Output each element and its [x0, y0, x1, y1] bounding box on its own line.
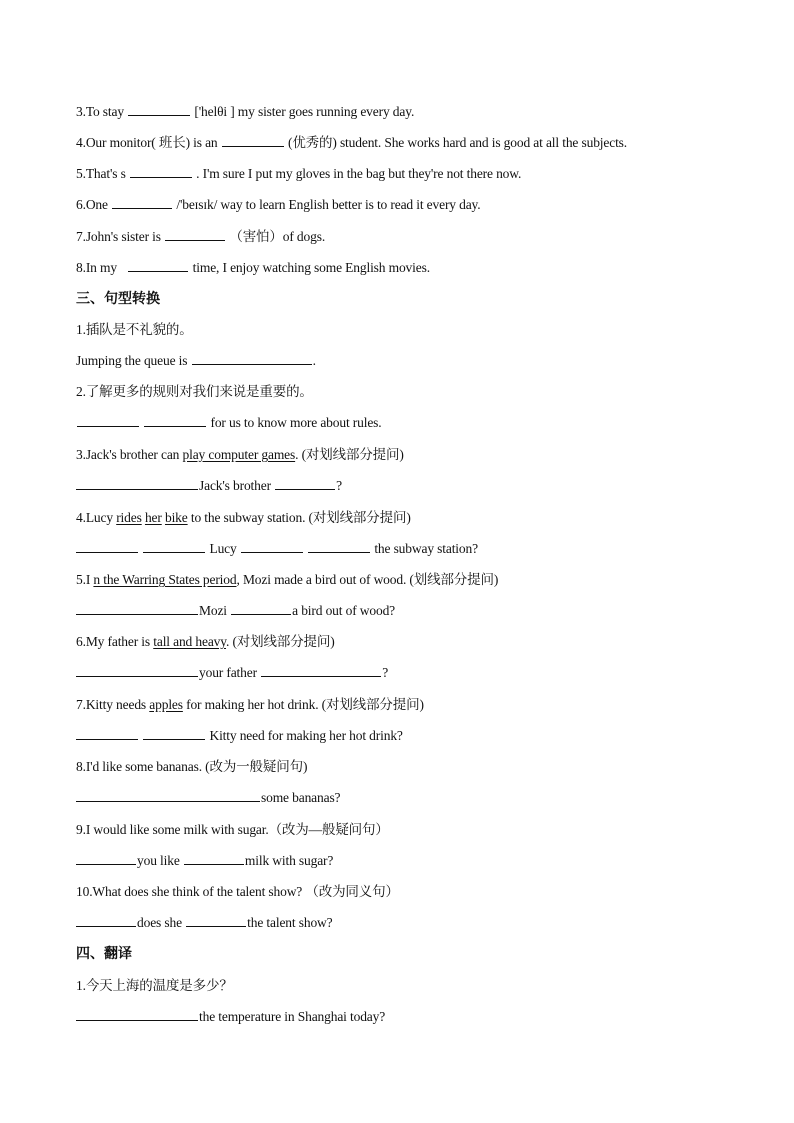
- answer-blank[interactable]: [143, 727, 205, 740]
- question-8-prompt: 8.I'd like some bananas. (改为一般疑问句): [76, 759, 308, 774]
- item-text: 7.Kitty needs: [76, 697, 147, 712]
- question-7-answer-line: [76, 727, 403, 745]
- item-text: time, I enjoy watching some English movies.: [192, 260, 430, 275]
- item-text: .: [312, 353, 316, 368]
- item-text: 7.John's sister is: [76, 229, 161, 244]
- translation-1-answer-line: [76, 1008, 385, 1026]
- answer-blank[interactable]: [308, 540, 370, 553]
- underlined-part: apples: [149, 697, 183, 712]
- item-text: your father: [199, 665, 257, 680]
- fill-in-item-8: [76, 259, 430, 277]
- question-5-prompt: [76, 571, 498, 589]
- question-1-prompt: 1.插队是不礼貌的。: [76, 322, 193, 337]
- underlined-part: her: [144, 510, 162, 525]
- answer-blank[interactable]: [76, 477, 198, 490]
- question-8-answer-line: [76, 789, 340, 807]
- answer-blank[interactable]: [76, 789, 260, 802]
- answer-blank[interactable]: [261, 664, 381, 677]
- answer-blank[interactable]: [130, 165, 192, 178]
- item-text: 3.To stay: [76, 104, 124, 119]
- item-text: 3.Jack's brother can: [76, 447, 180, 462]
- answer-blank[interactable]: [184, 852, 244, 865]
- answer-blank[interactable]: [186, 914, 246, 927]
- fill-in-item-5: [76, 165, 521, 183]
- item-text: 4.Our monitor( 班长) is an: [76, 135, 218, 150]
- question-5-answer-line: [76, 602, 395, 620]
- item-text: 6.One: [76, 197, 108, 212]
- question-1-answer-line: [76, 352, 316, 370]
- item-text: ['helθi ] my sister goes running every day.: [194, 104, 415, 119]
- item-text: Lucy: [209, 541, 237, 556]
- item-text: some bananas?: [261, 790, 341, 805]
- item-text: . I'm sure I put my gloves in the bag but they're not there now.: [196, 166, 522, 181]
- answer-blank[interactable]: [231, 602, 291, 615]
- item-text: the temperature in Shanghai today?: [199, 1009, 386, 1024]
- item-text: Jack's brother: [199, 478, 271, 493]
- underlined-part: rides: [116, 510, 142, 525]
- answer-blank[interactable]: [77, 414, 139, 427]
- answer-blank[interactable]: [192, 352, 312, 365]
- question-6-answer-line: [76, 664, 388, 682]
- item-text: for us to know more about rules.: [210, 415, 382, 430]
- section-heading-translation: 四、翻译: [76, 946, 132, 962]
- item-text: ?: [382, 665, 389, 680]
- answer-blank[interactable]: [128, 259, 188, 272]
- answer-blank[interactable]: [76, 602, 198, 615]
- underlined-part: tall and heavy: [153, 634, 226, 649]
- underlined-part: bike: [164, 510, 188, 525]
- item-text: to the subway station. (对划线部分提问): [190, 510, 411, 525]
- translation-1-prompt: 1.今天上海的温度是多少？: [76, 978, 233, 993]
- answer-blank[interactable]: [76, 1008, 198, 1021]
- answer-blank[interactable]: [76, 540, 138, 553]
- item-text: the subway station?: [374, 541, 478, 556]
- question-3-prompt: [76, 446, 404, 464]
- answer-blank[interactable]: [165, 228, 225, 241]
- question-2-answer-line: [76, 414, 382, 432]
- item-text: . (对划线部分提问): [295, 447, 404, 462]
- item-text: you like: [137, 853, 180, 868]
- item-text: ?: [336, 478, 343, 493]
- answer-blank[interactable]: [76, 664, 198, 677]
- answer-blank[interactable]: [275, 477, 335, 490]
- fill-in-item-4: [76, 134, 627, 152]
- question-9-prompt: 9.I would like some milk with sugar.（改为—般疑问句）: [76, 822, 389, 837]
- question-3-answer-line: [76, 477, 342, 495]
- answer-blank[interactable]: [143, 540, 205, 553]
- question-10-prompt: 10.What does she think of the talent show? （改为同义句）: [76, 884, 399, 899]
- item-text: 8.In my: [76, 260, 117, 275]
- question-4-prompt: [76, 509, 411, 527]
- underlined-part: play computer games: [182, 447, 296, 462]
- fill-in-item-6: [76, 196, 481, 214]
- item-text: . (对划线部分提问): [226, 634, 335, 649]
- question-2-prompt: 2.了解更多的规则对我们来说是重要的。: [76, 384, 313, 399]
- item-text: （害怕）of dogs.: [229, 229, 326, 244]
- answer-blank[interactable]: [76, 852, 136, 865]
- fill-in-item-3: [76, 103, 414, 121]
- item-text: milk with sugar?: [244, 853, 334, 868]
- answer-blank[interactable]: [128, 103, 190, 116]
- answer-blank[interactable]: [112, 196, 172, 209]
- answer-blank[interactable]: [76, 727, 138, 740]
- item-text: Kitty need for making her hot drink?: [209, 728, 403, 743]
- item-text: the talent show?: [247, 915, 333, 930]
- item-text: Jumping the queue is: [76, 353, 188, 368]
- question-7-prompt: [76, 696, 424, 714]
- item-text: , Mozi made a bird out of wood. (划线部分提问): [236, 572, 499, 587]
- underlined-part: n the Warring States period: [93, 572, 237, 587]
- item-text: 6.My father is: [76, 634, 151, 649]
- item-text: Mozi: [199, 603, 227, 618]
- fill-in-item-7: [76, 228, 325, 246]
- answer-blank[interactable]: [144, 414, 206, 427]
- answer-blank[interactable]: [222, 134, 284, 147]
- section-heading-sentence-transformation: 三、句型转换: [76, 291, 160, 307]
- question-9-answer-line: [76, 852, 333, 870]
- question-4-answer-line: [76, 540, 478, 558]
- item-text: 5.I: [76, 572, 91, 587]
- question-6-prompt: [76, 633, 335, 651]
- item-text: for making her hot drink. (对划线部分提问): [186, 697, 424, 712]
- item-text: (优秀的) student. She works hard and is good at all the subjects.: [287, 135, 628, 150]
- item-text: a bird out of wood?: [292, 603, 396, 618]
- item-text: 4.Lucy: [76, 510, 113, 525]
- answer-blank[interactable]: [241, 540, 303, 553]
- item-text: 5.That's s: [76, 166, 126, 181]
- answer-blank[interactable]: [76, 914, 136, 927]
- question-10-answer-line: [76, 914, 332, 932]
- item-text: does she: [137, 915, 182, 930]
- item-text: /'beɪsɪk/ way to learn English better is to read it every day.: [176, 197, 481, 212]
